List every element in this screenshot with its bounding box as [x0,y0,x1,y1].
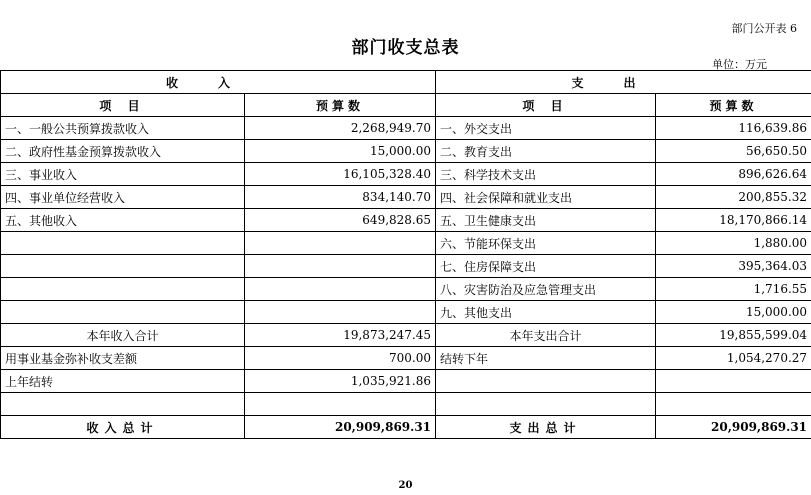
expense-item [436,370,656,393]
income-item: 二、政府性基金预算拨款收入 [1,140,245,163]
expense-item: 九、其他支出 [436,301,656,324]
income-amount: 700.00 [245,347,436,370]
income-amount [245,232,436,255]
expense-total-label: 支出总计 [436,416,656,439]
expense-amount: 18,170,866.14 [656,209,811,232]
income-amount: 15,000.00 [245,140,436,163]
page-title: 部门收支总表 [351,38,460,58]
income-item [1,393,245,416]
income-amount: 834,140.70 [245,186,436,209]
table-number: 部门公开表 6 [731,22,797,35]
income-subtotal-label: 本年收入合计 [1,324,245,347]
expense-item: 二、教育支出 [436,140,656,163]
income-amount: 16,105,328.40 [245,163,436,186]
income-amount: 649,828.65 [245,209,436,232]
expense-amount: 116,639.86 [656,117,811,140]
income-item: 五、其他收入 [1,209,245,232]
income-item [1,301,245,324]
budget-table-body [1,71,811,439]
income-item: 一、一般公共预算拨款收入 [1,117,245,140]
expense-item-header: 项 目 [436,94,656,117]
table-row [1,278,811,301]
income-item: 四、事业单位经营收入 [1,186,245,209]
expense-subtotal-label: 本年支出合计 [436,324,656,347]
expense-amount: 56,650.50 [656,140,811,163]
unit-label: 单位：万元 [712,58,767,71]
income-amount [245,301,436,324]
income-amount: 1,035,921.86 [245,370,436,393]
page-number: 20 [398,480,413,491]
total-row [1,416,811,439]
expense-amount [656,370,811,393]
table-row [1,163,811,186]
table-row [1,209,811,232]
income-item [1,255,245,278]
expense-item: 五、卫生健康支出 [436,209,656,232]
income-item: 三、事业收入 [1,163,245,186]
expense-item: 三、科学技术支出 [436,163,656,186]
expense-item: 一、外交支出 [436,117,656,140]
expense-total-amount: 20,909,869.31 [656,416,811,439]
table-row [1,347,811,370]
income-amount [245,278,436,301]
table-row [1,140,811,163]
expense-subtotal-amount: 19,855,599.04 [656,324,811,347]
income-amount: 2,268,949.70 [245,117,436,140]
expense-amount: 200,855.32 [656,186,811,209]
income-item [1,278,245,301]
income-amount [245,393,436,416]
expense-amount: 395,364.03 [656,255,811,278]
income-item-header: 项 目 [1,94,245,117]
expense-item: 六、节能环保支出 [436,232,656,255]
expense-item: 四、社会保障和就业支出 [436,186,656,209]
column-header-row [1,94,811,117]
income-amount-header: 预算数 [245,94,436,117]
income-total-label: 收入总计 [1,416,245,439]
expense-amount-header: 预算数 [656,94,811,117]
expense-item: 结转下年 [436,347,656,370]
expense-amount: 15,000.00 [656,301,811,324]
table-row [1,301,811,324]
expense-item: 八、灾害防治及应急管理支出 [436,278,656,301]
income-amount [245,255,436,278]
table-row [1,232,811,255]
expense-amount: 1,716.55 [656,278,811,301]
budget-table [0,70,811,439]
table-row [1,370,811,393]
table-row [1,393,811,416]
expense-amount: 1,880.00 [656,232,811,255]
section-header-row [1,71,811,94]
table-row [1,117,811,140]
table-row [1,186,811,209]
income-item: 上年结转 [1,370,245,393]
expense-item [436,393,656,416]
subtotal-row [1,324,811,347]
expense-amount [656,393,811,416]
income-total-amount: 20,909,869.31 [245,416,436,439]
expense-item: 七、住房保障支出 [436,255,656,278]
income-item [1,232,245,255]
table-row [1,255,811,278]
income-section-header: 收入 [1,71,436,94]
expense-section-header: 支出 [436,71,811,94]
expense-amount: 896,626.64 [656,163,811,186]
income-item: 用事业基金弥补收支差额 [1,347,245,370]
expense-amount: 1,054,270.27 [656,347,811,370]
income-subtotal-amount: 19,873,247.45 [245,324,436,347]
